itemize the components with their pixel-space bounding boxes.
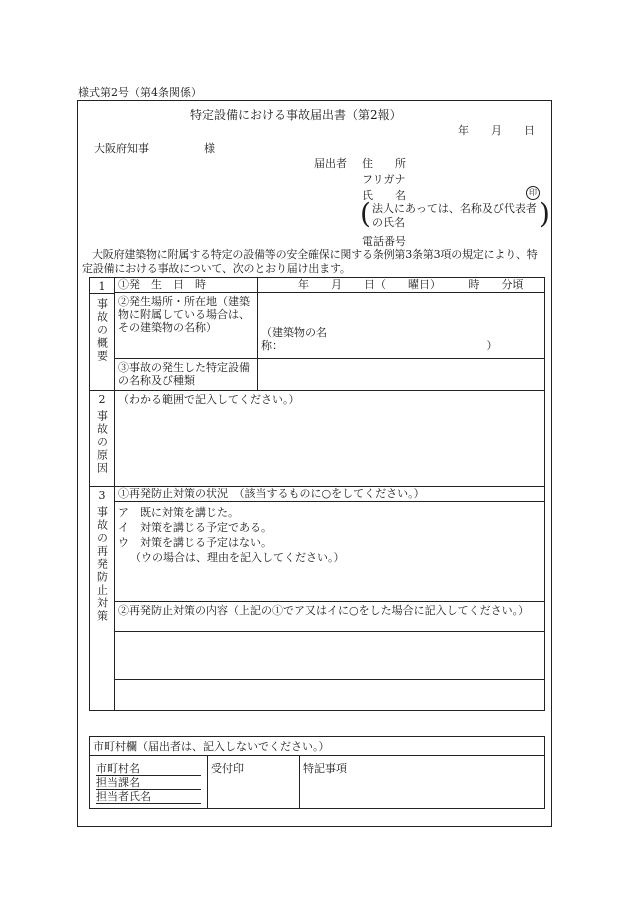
location-field[interactable]	[258, 293, 545, 359]
location-label-text: ②発生場所・所在地（建築物に附属している場合は、その建築物の名称）	[118, 295, 250, 334]
form-title: 特定設備における事故届出書（第2報）	[190, 108, 402, 122]
equipment-field[interactable]	[258, 359, 545, 391]
person-in-charge-field[interactable]: 担当者氏名	[96, 790, 201, 804]
form-code: 様式第2号（第4条関係）	[78, 86, 202, 99]
occurrence-datetime-format: 年 月 日（ 曜日） 時 分頃	[298, 278, 524, 291]
remarks-box[interactable]	[300, 756, 545, 809]
option-i[interactable]: イ 対策を講じる予定である。	[118, 521, 272, 534]
department-name-field[interactable]: 担当課名	[96, 776, 201, 790]
section2-number: 2	[98, 393, 106, 406]
cause-note: （わかる範囲で記入してください。）	[118, 393, 300, 406]
receipt-stamp-box[interactable]	[208, 756, 300, 809]
receipt-stamp-label: 受付印	[211, 762, 244, 775]
building-name-format: （建築物の名称： ）	[261, 326, 498, 352]
remarks-label: 特記事項	[303, 762, 347, 775]
left-paren: (	[360, 197, 371, 230]
section3-side-label: 事故の再発防止対策	[95, 506, 109, 623]
option-a[interactable]: ア 既に対策を講じた。	[118, 506, 239, 519]
applicant-furigana-label: フリガナ	[362, 173, 406, 186]
intro-text: 大阪府建築物に附属する特定の設備等の安全確保に関する条例第3条第3項の規定により、特定設備における事故について、次のとおり届け出ます。	[82, 248, 538, 275]
main-table	[89, 277, 545, 711]
section2-side-label: 事故の原因	[95, 410, 109, 475]
applicant-name-label: 氏 名	[362, 189, 406, 202]
applicant-label: 届出者	[314, 157, 347, 170]
measure-content-field[interactable]	[115, 632, 545, 680]
right-paren: )	[539, 197, 550, 230]
applicant-address-label: 住 所	[362, 157, 406, 170]
measure-content-label	[115, 602, 545, 632]
municipal-header: 市町村欄（届出者は、記入しないでください。）	[90, 737, 545, 756]
measure-content-label-text: ②再発防止対策の内容（上記の①でア又はイに○をした場合に記入してください。）	[118, 604, 530, 617]
section2-side	[90, 391, 115, 487]
corp-note: 法人にあっては、名称及び代表者の氏名	[372, 202, 537, 229]
occurrence-datetime-field[interactable]	[258, 278, 545, 293]
municipal-table	[89, 736, 545, 809]
section1-number: 1	[89, 280, 115, 294]
addressee: 大阪府知事 様	[94, 142, 215, 155]
equipment-label	[115, 359, 258, 391]
option-u-note: （ウの場合は、理由を記入してください。）	[130, 551, 345, 564]
section1-side	[90, 278, 115, 391]
municipal-fields	[90, 756, 208, 809]
option-u[interactable]: ウ 対策を講じる予定はない。	[118, 536, 272, 549]
measure-status-options[interactable]	[115, 502, 545, 602]
applicant-phone-label: 電話番号	[362, 235, 406, 248]
section3-side	[90, 487, 115, 711]
section3-number: 3	[98, 489, 106, 502]
measure-content-field-extra[interactable]	[115, 680, 545, 711]
seal-icon: 印	[526, 186, 540, 200]
municipality-name-field[interactable]: 市町村名	[96, 762, 201, 776]
date-line: 年 月 日	[458, 124, 535, 137]
section1-side-label: 事故の概要	[95, 298, 109, 363]
occurrence-datetime-label: ①発 生 日 時	[115, 278, 258, 293]
equipment-label-text: ③事故の発生した特定設備の名称及び種類	[118, 361, 250, 387]
location-label	[115, 293, 258, 359]
cause-field[interactable]	[115, 391, 545, 487]
measure-status-label: ①再発防止対策の状況 （該当するものに○をしてください。）	[115, 487, 545, 502]
